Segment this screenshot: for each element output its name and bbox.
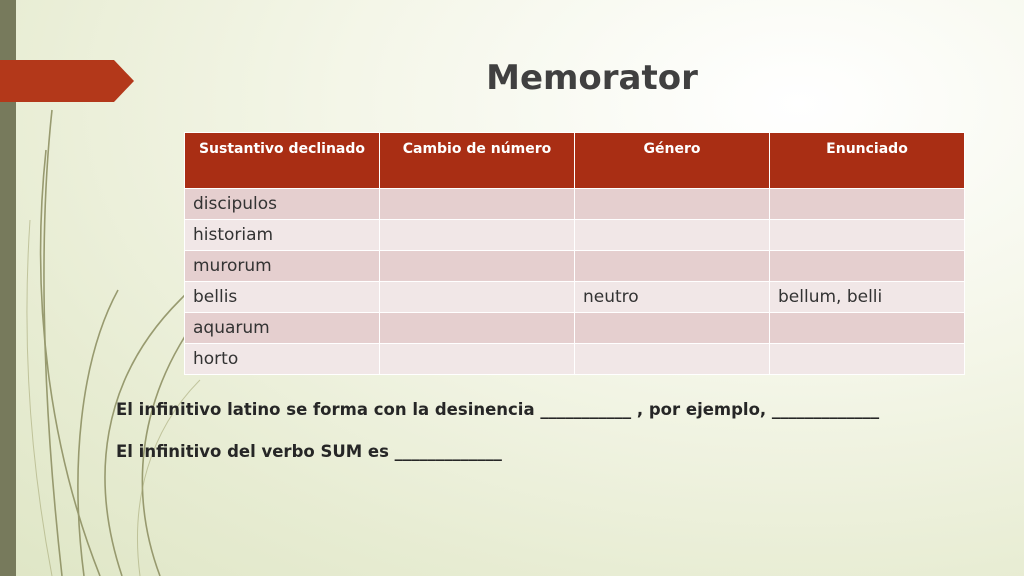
vocabulary-table xyxy=(184,132,965,375)
table-cell xyxy=(380,220,575,251)
table-row xyxy=(185,344,965,375)
table-cell xyxy=(575,313,770,344)
table-cell: bellis xyxy=(185,282,380,313)
title-accent-tab xyxy=(0,60,134,102)
table-cell xyxy=(380,282,575,313)
table-row xyxy=(185,282,965,313)
table-cell: aquarum xyxy=(185,313,380,344)
header-enunciado: Enunciado xyxy=(770,133,965,189)
table-cell: historiam xyxy=(185,220,380,251)
table-cell: discipulos xyxy=(185,189,380,220)
table-cell xyxy=(770,251,965,282)
table-cell xyxy=(770,189,965,220)
table-cell xyxy=(575,251,770,282)
table-cell xyxy=(575,344,770,375)
table-row xyxy=(185,220,965,251)
infinitive-sentence: El infinitivo latino se forma con la desinencia ___________ , por ejemplo, _____________ xyxy=(116,400,880,419)
table-row xyxy=(185,251,965,282)
table-cell xyxy=(770,220,965,251)
header-sustantivo: Sustantivo declinado xyxy=(185,133,380,189)
table-cell xyxy=(575,189,770,220)
table-cell xyxy=(575,220,770,251)
table-row xyxy=(185,189,965,220)
header-genero: Género xyxy=(575,133,770,189)
table-header-row xyxy=(185,133,965,189)
header-cambio-numero: Cambio de número xyxy=(380,133,575,189)
table-row xyxy=(185,313,965,344)
table-cell xyxy=(380,251,575,282)
table-cell xyxy=(380,313,575,344)
table-cell xyxy=(770,313,965,344)
slide-title: Memorator xyxy=(486,58,698,98)
sum-infinitive-sentence: El infinitivo del verbo SUM es _____________ xyxy=(116,442,502,461)
table-cell: bellum, belli xyxy=(770,282,965,313)
table-cell xyxy=(770,344,965,375)
table-cell: murorum xyxy=(185,251,380,282)
table-cell: neutro xyxy=(575,282,770,313)
table-cell xyxy=(380,344,575,375)
table-cell xyxy=(380,189,575,220)
table-cell: horto xyxy=(185,344,380,375)
